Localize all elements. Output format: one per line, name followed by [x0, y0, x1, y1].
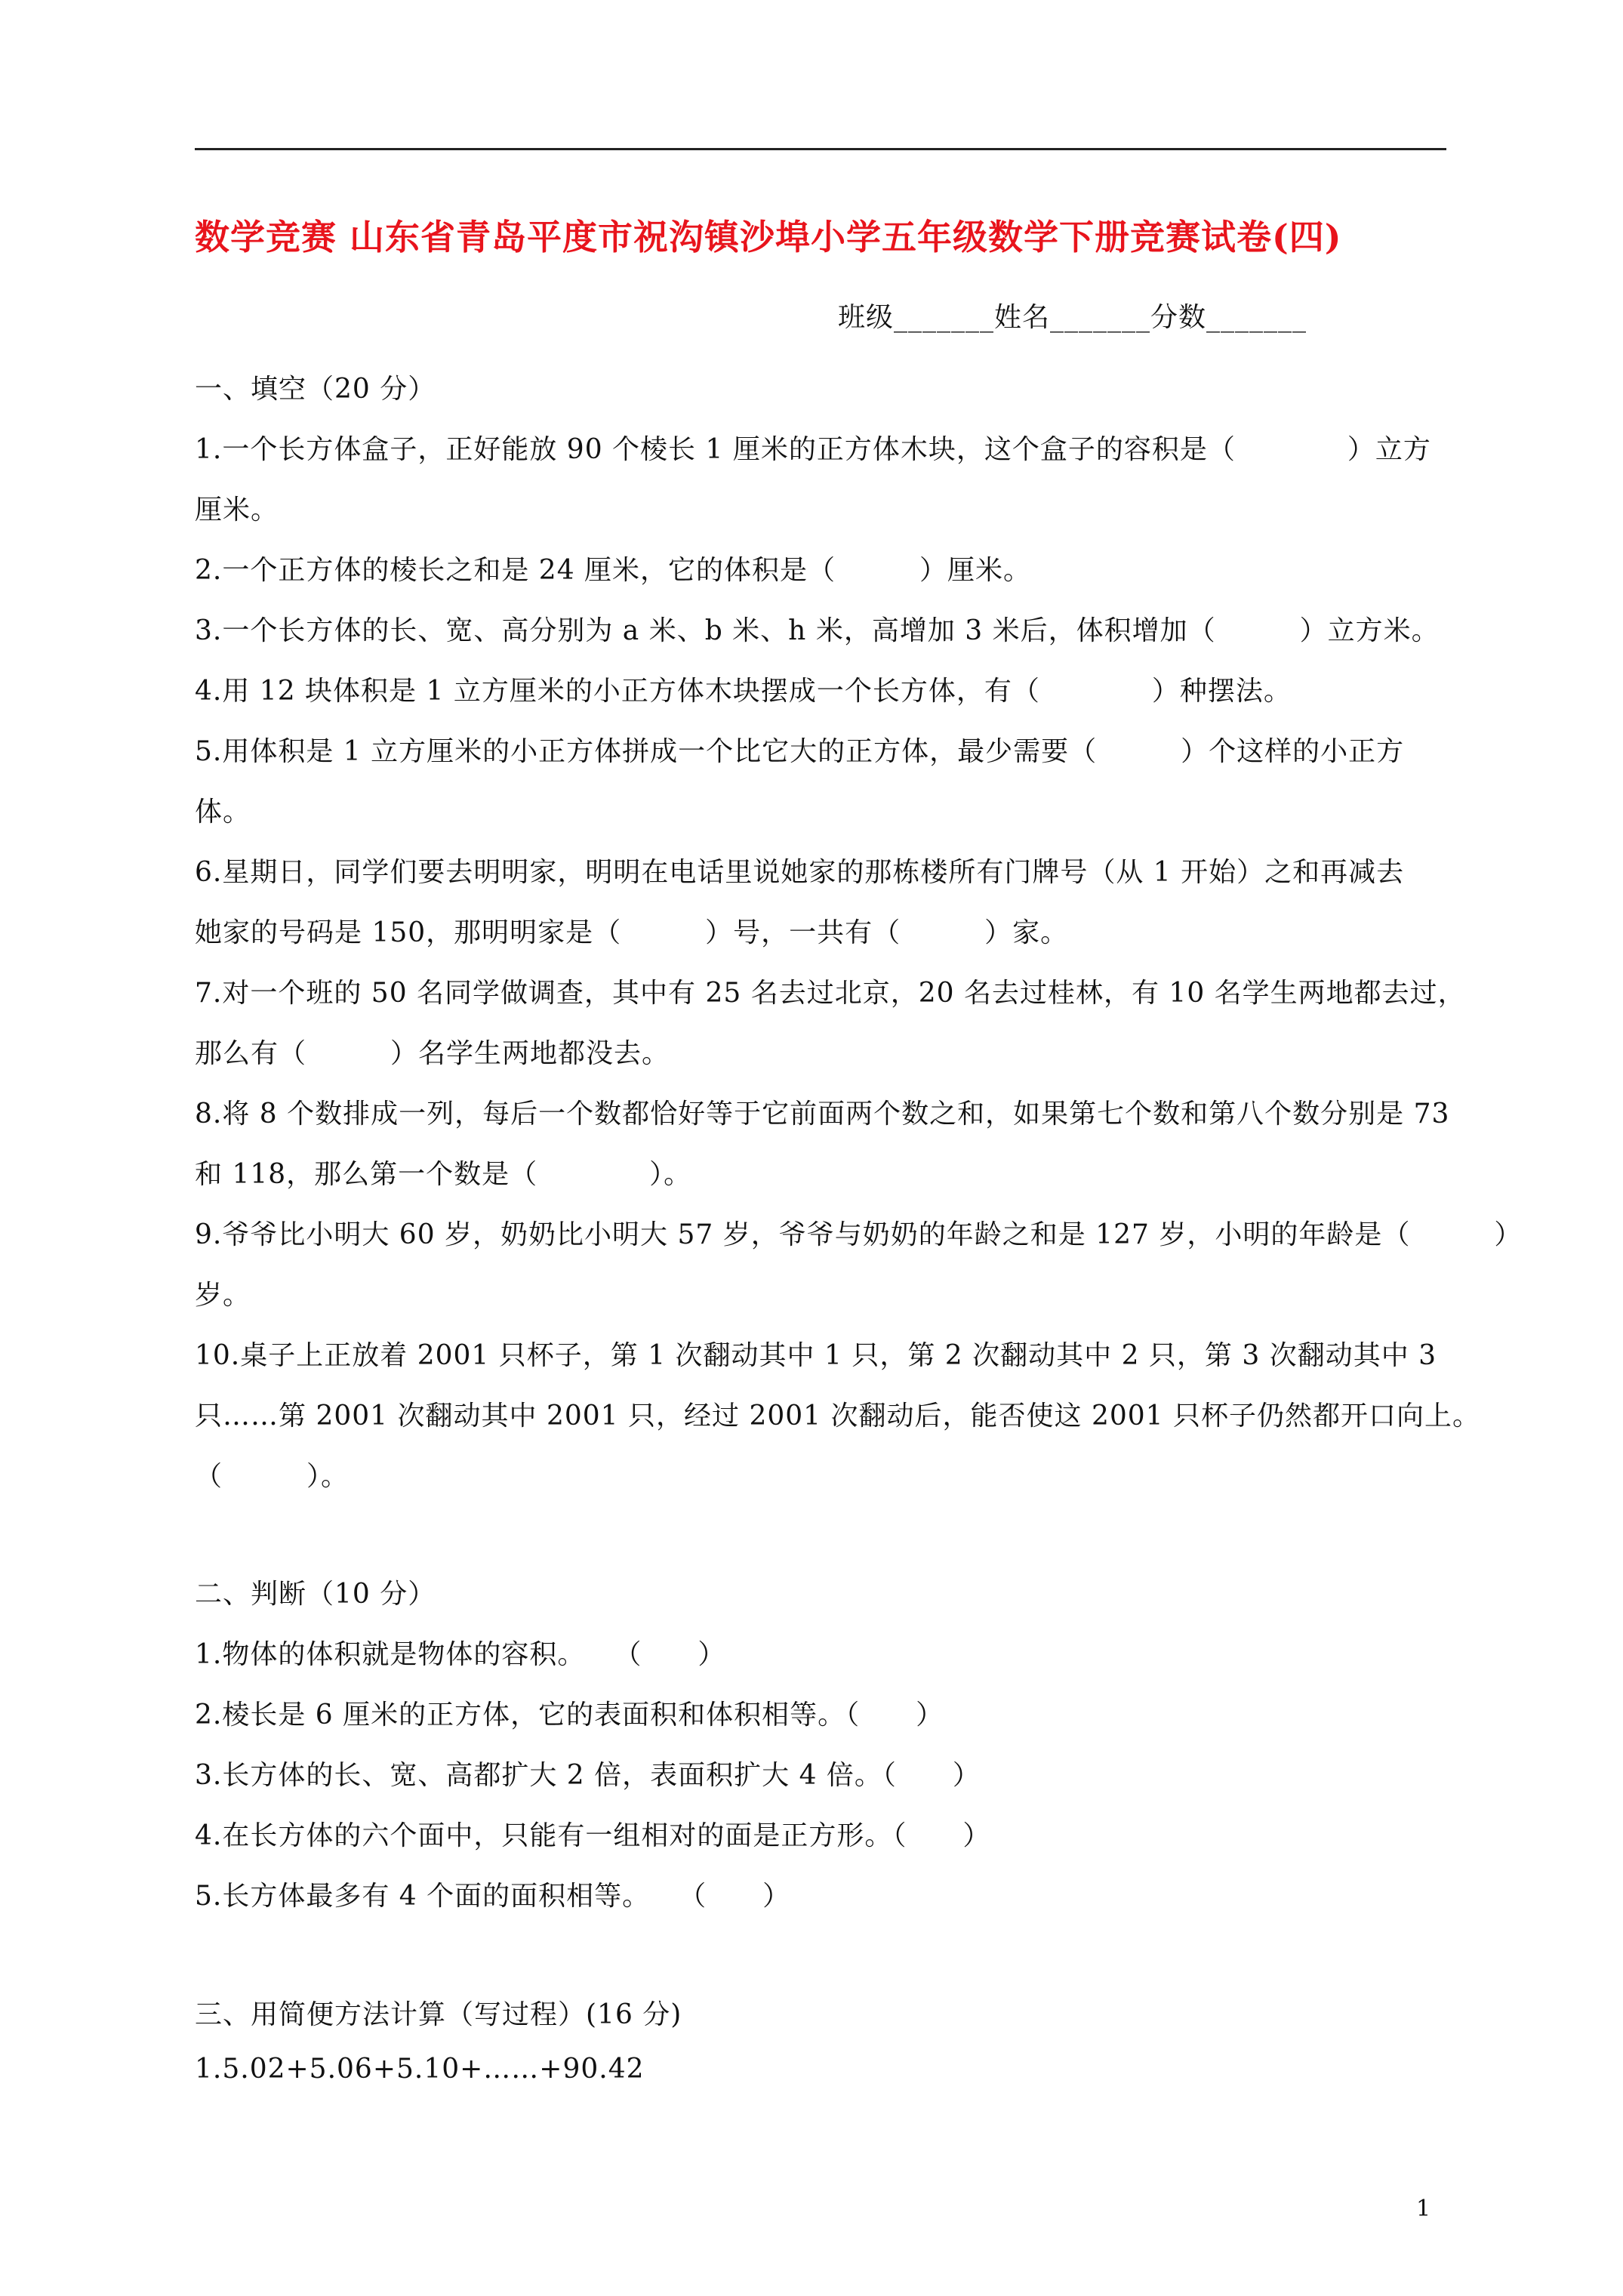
question-line: 岁。 — [195, 1280, 251, 1311]
section-heading-true-false: 二、判断（10 分） — [195, 1579, 436, 1610]
question-line: 3.一个长方体的长、宽、高分别为 a 米、b 米、h 米，高增加 3 米后，体积增加（ ）立方米。 — [195, 615, 1440, 646]
question-line: 和 118，那么第一个数是（ ）。 — [195, 1159, 692, 1190]
question-line: 4.在长方体的六个面中，只能有一组相对的面是正方形。（ ） — [195, 1820, 991, 1851]
question-line: 2.棱长是 6 厘米的正方体，它的表面积和体积相等。（ ） — [195, 1700, 944, 1730]
question-line: 5.用体积是 1 立方厘米的小正方体拼成一个比它大的正方体，最少需要（ ）个这样的小正方 — [195, 736, 1405, 767]
question-line: 5.长方体最多有 4 个面的面积相等。 （ ） — [195, 1881, 791, 1912]
question-line: 1.一个长方体盒子，正好能放 90 个棱长 1 厘米的正方体木块，这个盒子的容积是（ ）立方 — [195, 434, 1431, 465]
question-line: 只……第 2001 次翻动其中 2001 只，经过 2001 次翻动后，能否使这 2001 只杯子仍然都开口向上。 — [195, 1401, 1481, 1432]
header-rule — [195, 148, 1446, 150]
page-title: 数学竞赛 山东省青岛平度市祝沟镇沙埠小学五年级数学下册竞赛试卷(四) — [195, 217, 1342, 257]
question-line: 那么有（ ）名学生两地都没去。 — [195, 1038, 670, 1069]
question-line: 1.物体的体积就是物体的容积。 （ ） — [195, 1639, 726, 1670]
question-line: 7.对一个班的 50 名同学做调查，其中有 25 名去过北京，20 名去过桂林，有 10 名学生两地都去过， — [195, 978, 1466, 1009]
question-line: 1.5.02+5.06+5.10+……+90.42 — [195, 2054, 645, 2085]
question-line: 她家的号码是 150，那明明家是（ ）号，一共有（ ）家。 — [195, 917, 1069, 948]
section-heading-fill-blank: 一、填空（20 分） — [195, 374, 436, 405]
question-line: 9.爷爷比小明大 60 岁，奶奶比小明大 57 岁，爷爷与奶奶的年龄之和是 127 岁，小明的年龄是（ ） — [195, 1219, 1523, 1250]
question-line: 厘米。 — [195, 495, 279, 525]
page-number: 1 — [1416, 2196, 1431, 2222]
question-line: 2.一个正方体的棱长之和是 24 厘米，它的体积是（ ）厘米。 — [195, 555, 1032, 586]
question-line: 体。 — [195, 797, 251, 827]
question-line: 10.桌子上正放着 2001 只杯子，第 1 次翻动其中 1 只，第 2 次翻动其中 2 只，第 3 次翻动其中 3 — [195, 1340, 1437, 1371]
question-line: 6.星期日，同学们要去明明家，明明在电话里说她家的那栋楼所有门牌号（从 1 开始）之和再减去 — [195, 857, 1405, 888]
question-line: （ ）。 — [195, 1461, 350, 1492]
student-info-line: 班级_______姓名_______分数_______ — [838, 302, 1307, 333]
section-heading-calculation: 三、用简便方法计算（写过程）(16 分) — [195, 1999, 682, 2030]
question-line: 3.长方体的长、宽、高都扩大 2 倍，表面积扩大 4 倍。（ ） — [195, 1760, 981, 1791]
question-line: 8.将 8 个数排成一列，每后一个数都恰好等于它前面两个数之和，如果第七个数和第八个数分别是 73 — [195, 1099, 1450, 1130]
question-line: 4.用 12 块体积是 1 立方厘米的小正方体木块摆成一个长方体，有（ ）种摆法。 — [195, 676, 1292, 707]
